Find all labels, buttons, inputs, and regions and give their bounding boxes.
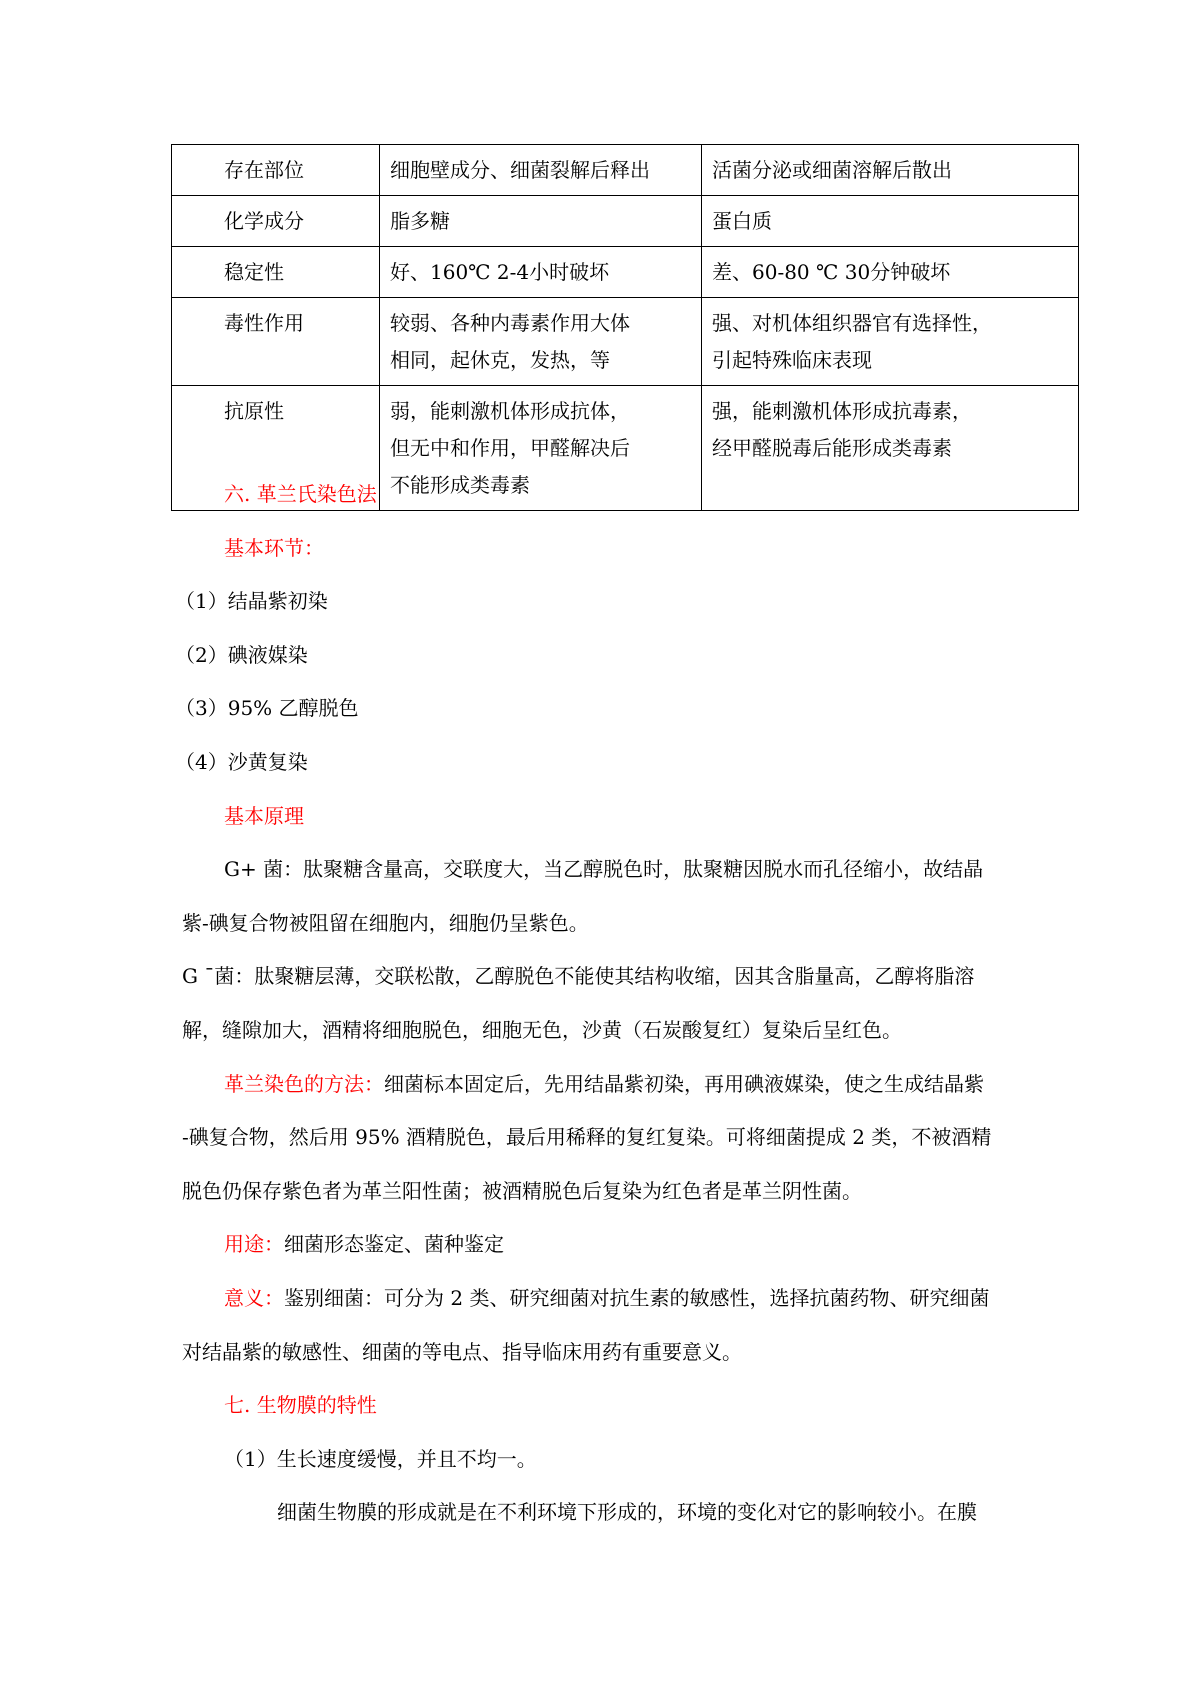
section-7-heading: 七. 生物膜的特性 [224, 1393, 377, 1417]
row-label-cell [172, 247, 380, 298]
cell-text-line: 好、160℃ 2-4小时破坏 [390, 260, 610, 284]
table-row [172, 145, 1079, 196]
cell-text-line: 活菌分泌或细菌溶解后散出 [712, 158, 952, 182]
section-7-item-1: （1）生长速度缓慢，并且不均一。 [224, 1447, 537, 1471]
cell-text-line: 脂多糖 [390, 209, 450, 233]
meaning-line-2: 对结晶紫的敏感性、细菌的等电点、指导临床用药有重要意义。 [182, 1340, 742, 1364]
step-2: （2）碘液媒染 [175, 643, 308, 667]
gpos-line-2: 紫-碘复合物被阻留在细胞内，细胞仍呈紫色。 [182, 911, 589, 935]
exotoxin-cell [702, 298, 1079, 386]
row-label-cell [172, 145, 380, 196]
basic-steps-label: 基本环节： [224, 536, 324, 560]
gneg-line-2: 解，缝隙加大，酒精将细胞脱色，细胞无色，沙黄（石炭酸复红）复染后呈红色。 [182, 1018, 902, 1042]
step-3: （3）95% 乙醇脱色 [175, 696, 359, 720]
cell-text-line: 不能形成类毒素 [390, 473, 530, 497]
row-label: 稳定性 [224, 260, 284, 284]
cell-text-line: 强，能刺激机体形成抗毒素， [712, 399, 972, 423]
exotoxin-cell [702, 196, 1079, 247]
use-line [224, 1231, 504, 1257]
meaning-line-1 [224, 1285, 989, 1311]
method-line-1 [224, 1071, 984, 1097]
row-label-cell [172, 298, 380, 386]
table-row [172, 298, 1079, 386]
cell-text-line: 差、60-80 ℃ 30分钟破坏 [712, 260, 951, 284]
method-label: 革兰染色的方法： [224, 1072, 384, 1096]
exotoxin-cell [702, 386, 1079, 511]
row-label: 毒性作用 [224, 311, 304, 335]
row-label: 抗原性 [224, 399, 284, 423]
cell-text-line: 但无中和作用，甲醛解决后 [390, 436, 630, 460]
table-row [172, 247, 1079, 298]
cell-text-line: 引起特殊临床表现 [712, 348, 872, 372]
cell-text-line: 蛋白质 [712, 209, 772, 233]
exotoxin-cell [702, 145, 1079, 196]
meaning-label: 意义： [224, 1286, 284, 1310]
method-line-2: -碘复合物，然后用 95% 酒精脱色，最后用稀释的复红复染。可将细菌提成 2 类，不被酒精 [182, 1125, 992, 1149]
method-line-3: 脱色仍保存紫色者为革兰阳性菌；被酒精脱色后复染为红色者是革兰阴性菌。 [182, 1179, 862, 1203]
cell-text-line: 细胞壁成分、细菌裂解后释出 [390, 158, 650, 182]
cell-text-line: 相同，起休克，发热，等 [390, 348, 610, 372]
step-1: （1）结晶紫初染 [175, 589, 328, 613]
endotoxin-cell [380, 298, 702, 386]
cell-text-line: 强、对机体组织器官有选择性， [712, 311, 992, 335]
endotoxin-cell [380, 145, 702, 196]
endotoxin-cell [380, 196, 702, 247]
gpos-line-1: G+ 菌：肽聚糖含量高，交联度大，当乙醇脱色时，肽聚糖因脱水而孔径缩小，故结晶 [224, 857, 984, 881]
exotoxin-cell [702, 247, 1079, 298]
use-label: 用途： [224, 1232, 284, 1256]
gneg-line-1: G ¯菌：肽聚糖层薄，交联松散，乙醇脱色不能使其结构收缩，因其含脂量高，乙醇将脂溶 [182, 964, 975, 988]
comparison-table [171, 144, 1079, 511]
cell-text-line: 弱，能刺激机体形成抗体， [390, 399, 630, 423]
section-7-paragraph: 细菌生物膜的形成就是在不利环境下形成的，环境的变化对它的影响较小。在膜 [277, 1500, 977, 1524]
section-6-heading: 六. 革兰氏染色法 [224, 482, 377, 506]
step-4: （4）沙黄复染 [175, 750, 308, 774]
principle-label: 基本原理 [224, 804, 304, 828]
endotoxin-cell [380, 386, 702, 511]
cell-text-line: 经甲醛脱毒后能形成类毒素 [712, 436, 952, 460]
row-label: 存在部位 [224, 158, 304, 182]
endotoxin-cell [380, 247, 702, 298]
row-label: 化学成分 [224, 209, 304, 233]
meaning-text-1: 鉴别细菌：可分为 2 类、研究细菌对抗生素的敏感性，选择抗菌药物、研究细菌 [284, 1286, 990, 1310]
row-label-cell [172, 196, 380, 247]
cell-text-line: 较弱、各种内毒素作用大体 [390, 311, 630, 335]
method-text-1: 细菌标本固定后，先用结晶紫初染，再用碘液媒染，使之生成结晶紫 [384, 1072, 984, 1096]
table-row [172, 196, 1079, 247]
use-text: 细菌形态鉴定、菌种鉴定 [284, 1232, 504, 1256]
